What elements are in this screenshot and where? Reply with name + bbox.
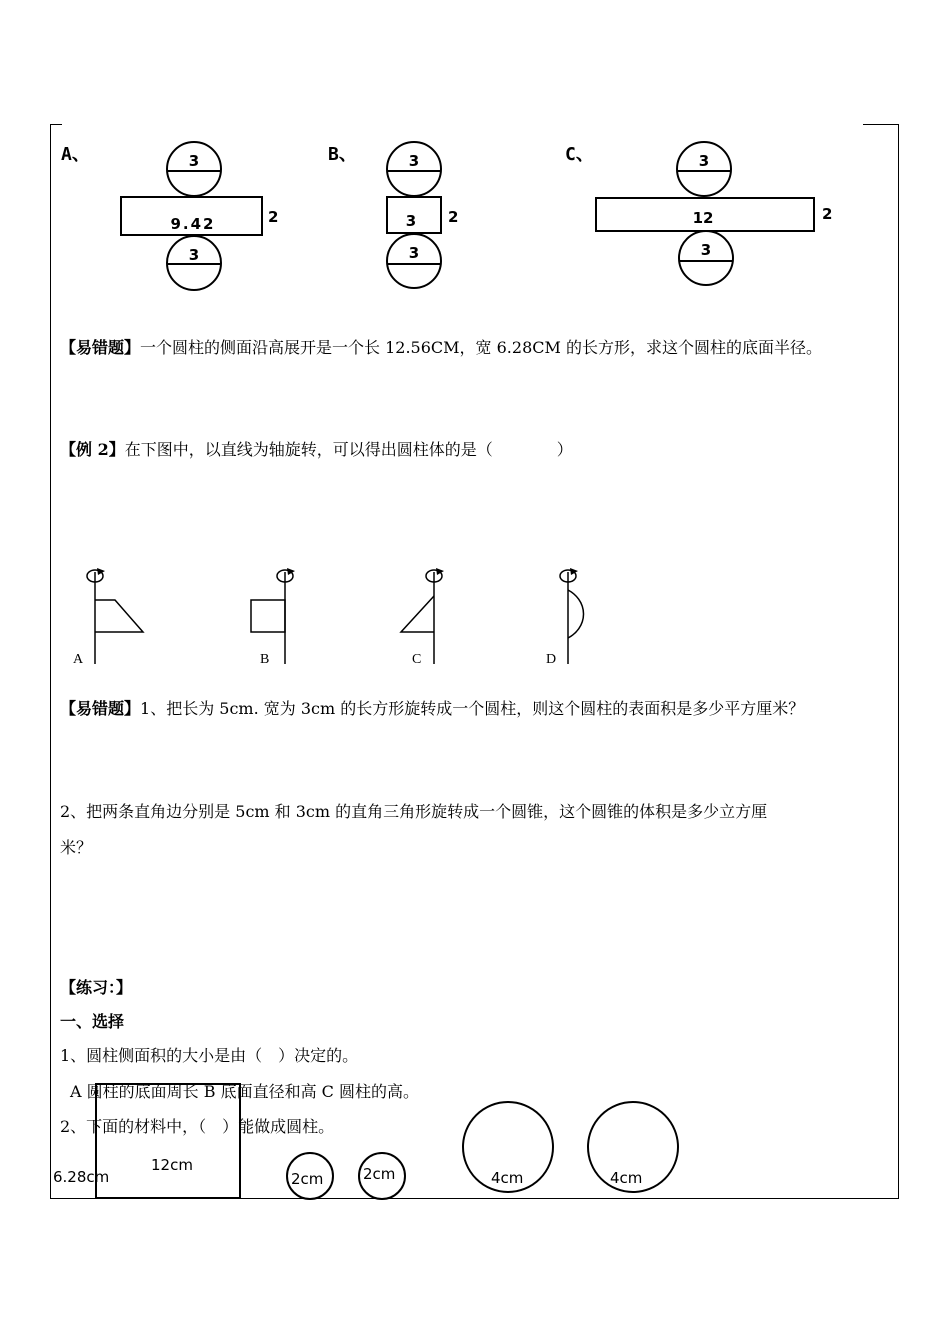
net-a-bottom-circle-label: 3 <box>188 246 200 264</box>
practice-question-1-options: A 圆柱的底面周长 B 底面直径和高 C 圆柱的高。 <box>70 1082 419 1101</box>
practice-question-2: 2、下面的材料中，（ ）能做成圆柱。 <box>60 1117 335 1136</box>
net-b <box>328 142 458 288</box>
material-rectangle <box>53 1084 240 1198</box>
practice-heading: 【练习：】 <box>60 978 133 997</box>
net-c-label: C、 <box>565 144 594 165</box>
rotation-figure-c <box>401 568 444 667</box>
frame-left-border <box>50 124 51 1199</box>
error-question-2-tag: 【易错题】 <box>60 699 141 718</box>
material-rect-height-label: 6.28cm <box>53 1168 110 1186</box>
net-b-label: B、 <box>328 144 357 165</box>
material-circle-3-label: 4cm <box>491 1169 524 1187</box>
net-c-bottom-circle-label: 3 <box>700 241 712 259</box>
frame-top-right-tick <box>863 124 899 125</box>
net-a-label: A、 <box>61 144 90 165</box>
example-2-text: 在下图中，以直线为轴旋转，可以得出圆柱体的是（ ） <box>124 440 573 459</box>
material-rect-width-label: 12cm <box>151 1156 193 1174</box>
error-question-2-part2-line2: 米？ <box>60 838 93 857</box>
net-b-bottom-circle-label: 3 <box>408 244 420 262</box>
error-question-2-part2-line1: 2、把两条直角边分别是 5cm 和 3cm 的直角三角形旋转成一个圆锥，这个圆锥的体积是多少立方厘 <box>60 802 768 821</box>
practice-section-title: 一、选择 <box>60 1012 125 1031</box>
materials-figure <box>50 1080 700 1205</box>
error-question-1-text: 一个圆柱的侧面沿高展开是一个长 12.56CM，宽 6.28CM 的长方形，求这个圆柱的底面半径。 <box>140 338 822 357</box>
net-c-rect-label: 12 <box>692 209 714 227</box>
rotation-figures <box>60 562 620 672</box>
net-b-top-circle-label: 3 <box>408 152 420 170</box>
net-b-rect-label: 3 <box>405 212 417 230</box>
rotation-option-b: B <box>260 652 270 667</box>
net-a-side-label: 2 <box>268 208 279 226</box>
error-question-1-tag: 【易错题】 <box>60 338 141 357</box>
net-a-rect-label: 9.42 <box>170 215 216 233</box>
example-2-tag: 【例 2】 <box>60 440 125 459</box>
rotation-option-c: C <box>412 652 422 667</box>
material-circle-2 <box>359 1153 405 1199</box>
rotation-option-d: D <box>546 652 557 667</box>
material-circle-4-label: 4cm <box>610 1169 643 1187</box>
net-b-side-label: 2 <box>448 208 459 226</box>
net-c-side-label: 2 <box>822 205 833 223</box>
frame-top-left-tick <box>50 124 62 125</box>
practice-question-1: 1、圆柱侧面积的大小是由（ ）决定的。 <box>60 1046 359 1065</box>
rotation-option-a: A <box>73 652 84 667</box>
material-circle-1 <box>287 1153 333 1199</box>
net-c <box>565 142 832 285</box>
cylinder-nets-figure <box>55 130 845 300</box>
frame-right-border <box>898 124 899 1199</box>
net-c-top-circle-label: 3 <box>698 152 710 170</box>
error-question-2 <box>60 699 804 719</box>
material-circle-1-label: 2cm <box>291 1170 324 1188</box>
material-circle-3 <box>463 1102 553 1192</box>
material-circle-2-label: 2cm <box>363 1165 396 1183</box>
rotation-figure-a <box>73 568 143 667</box>
error-question-2-text: 1、把长为 5cm. 宽为 3cm 的长方形旋转成一个圆柱，则这个圆柱的表面积是多少平方厘米？ <box>140 699 805 718</box>
example-2 <box>60 440 573 460</box>
net-a <box>61 142 278 290</box>
rotation-figure-d <box>546 568 584 667</box>
rotation-figure-b <box>251 568 295 667</box>
net-a-top-circle-label: 3 <box>188 152 200 170</box>
material-circle-4 <box>588 1102 678 1192</box>
error-question-1 <box>60 338 822 358</box>
